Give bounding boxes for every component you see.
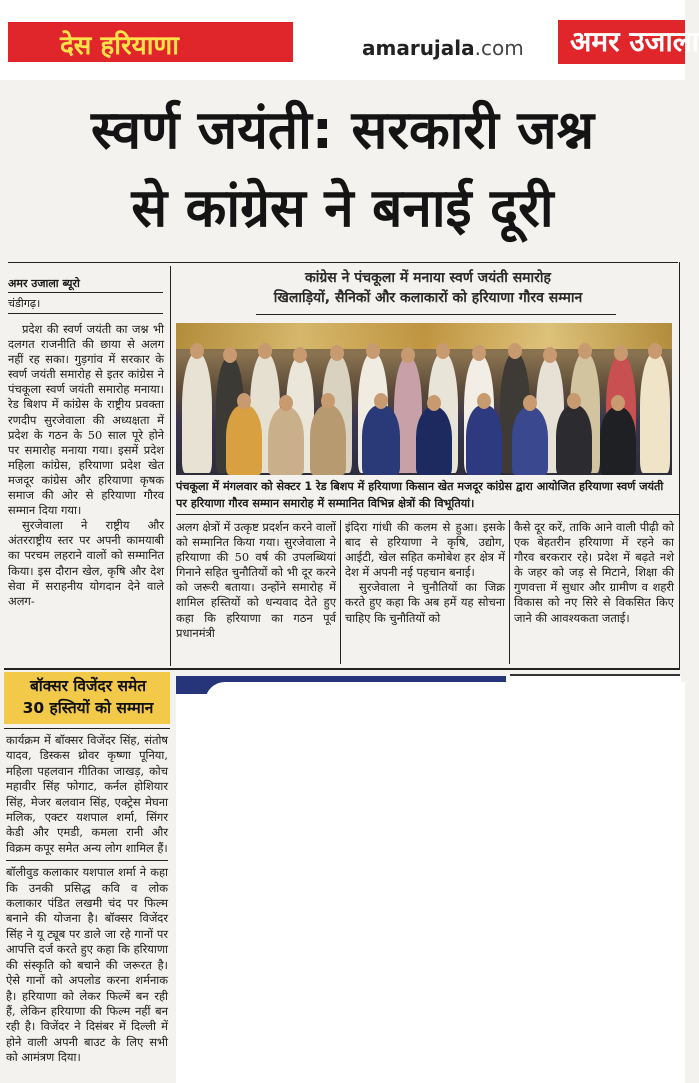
paragraph: बॉलीवुड कलाकार यशपाल शर्मा ने कहा कि उनकी प्रसिद्ध कवि व लोक कलाकार पंडित लखमी चंद पर फिल्म बनाने की योजना है। बॉक्सर विजेंदर सिंह ने यू ट्यूब पर डाले जा रहे गानों पर आपत्ति दर्ज करते हुए कहा कि हरियाणा की संस्कृति को बचाने की जरूरत है। ऐसे गानों को अपलोड करना शर्मनाक है। हरियाणा को लेकर फिल्में बन रही हैं, लेकिन हरियाणा की फिल्म नहीं बन रही है। विजेंदर ने दिसंबर में दिल्ली में होने वाली अपनी बाउट के लिए सभी को आमंत्रण दिया। — [6, 865, 168, 1065]
masthead — [0, 0, 699, 80]
divider-under-caption — [176, 514, 679, 515]
person-head — [472, 345, 486, 361]
person-head — [330, 345, 344, 361]
person-head — [477, 393, 491, 409]
paragraph: कार्यक्रम में बॉक्सर विजेंदर सिंह, संतोष यादव, डिस्कस थ्रोवर कृष्णा पूनिया, महिला पहलवान गीतिका जाखड़, कोच महावीर सिंह फोगाट, कर्नल होशियार सिंह, मेजर बलवान सिंह, एक्ट्रेस मेघना मलिक, एक्टर यशपाल शर्मा, सिंगर केडी और एमडी, कमला रानी और विक्रम कपूर समेत अन्य लोग शामिल हैं। — [6, 733, 168, 855]
paragraph: सुरजेवाला ने राष्ट्रीय और अंतरराष्ट्रीय स्तर पर अपनी कामयाबी का परचम लहराने वालों को सम्मानित किया। इस दौरान खेल, कृषि और देश सेवा में सराहनीय योगदान देने वाले अलग- — [8, 518, 164, 608]
divider-byline — [8, 292, 163, 293]
section-title: देस हरियाणा — [60, 31, 179, 61]
headline-line-2: से कांग्रेस ने बनाई दूरी — [131, 178, 554, 239]
photo-caption: पंचकूला में मंगलवार को सेक्टर 1 रेड बिशप में हरियाणा किसान खेत मजदूर कांग्रेस द्वारा आयोजित हरियाणा स्वर्ण जयंती पर हरियाणा गौरव सम्मान समारोह में सम्मानित विभिन्न क्षेत्रों की विभूतियां। — [176, 480, 664, 510]
person-head — [258, 343, 272, 359]
person-head — [614, 345, 628, 361]
person-head — [578, 343, 592, 359]
person-head — [366, 343, 380, 359]
site-url[interactable] — [362, 36, 524, 60]
site-url-name: amarujala — [362, 36, 475, 60]
headline-line-1: स्वर्ण जयंती: सरकारी जश्न — [90, 100, 595, 161]
person-head — [321, 393, 335, 409]
paragraph: अलग क्षेत्रों में उत्कृष्ट प्रदर्शन करने वालों को सम्मानित किया गया। सुरजेवाला ने हरियाणा की 50 वर्ष की उपलब्धियां गिनाने सहित चुनौतियों को भी दूर करने को जरूरी बताया। उन्होंने समारोह में शामिल हस्तियों को धन्यवाद देते हुए कहा कि हरियाणा का गठन पूर्व प्रधानमंत्री — [176, 520, 336, 640]
sub-article-text — [6, 733, 168, 1066]
person-head — [293, 347, 307, 363]
person-figure — [416, 407, 452, 475]
person-head — [223, 347, 237, 363]
divider-column-2 — [340, 520, 341, 664]
group-photo — [176, 323, 672, 475]
person-figure — [310, 405, 346, 475]
byline: अमर उजाला ब्यूरो — [8, 277, 80, 290]
person-figure — [226, 405, 262, 475]
divider-dateline — [8, 313, 163, 314]
divider-column-1 — [170, 266, 171, 666]
site-url-tld: .com — [474, 36, 524, 60]
person-figure — [556, 405, 592, 475]
stage-backdrop — [176, 323, 672, 349]
article-column-3 — [345, 520, 505, 626]
paragraph: प्रदेश की स्वर्ण जयंती का जश्न भी दलगत राजनीति की छाया से अलग नहीं रह सका। गुड़गांव में सरकार के स्वर्ण जयंती समारोह से इतर कांग्रेस ने पंचकूला स्वर्ण जयंती समारोह मनाया। रेड बिशप में कांग्रेस के राष्ट्रीय प्रवक्ता रणदीप सुरजेवाला की अध्यक्षता में प्रदेश के गठन के 50 साल पूरे होने पर समारोह मनाया गया। इसमें प्रदेश महिला कांग्रेस, हरियाणा प्रदेश खेत मजदूर कांग्रेस और हरियाणा कृषक समाज की ओर से हरियाणा गौरव सम्मान दिया गया। — [8, 322, 164, 518]
person-head — [279, 395, 293, 411]
torn-edge-blank — [205, 682, 685, 1083]
person-head — [427, 395, 441, 411]
person-head — [436, 343, 450, 359]
person-head — [648, 343, 662, 359]
dateline: चंडीगढ़। — [8, 297, 41, 310]
article-column-2 — [176, 520, 336, 641]
person-figure — [182, 353, 212, 473]
article-column-1 — [8, 322, 164, 609]
divider-under-headline — [8, 262, 678, 263]
person-head — [567, 393, 581, 409]
divider-sub-paragraph — [6, 860, 168, 861]
subhead — [8, 675, 168, 719]
paragraph: कैसे दूर करें, ताकि आने वाली पीढ़ी को एक बेहतरीन हरियाणा में रहने का गौरव बरकरार रहे। प्रदेश में बढ़ते नशे के जहर को जड़ से मिटाने, शिक्षा की गुणवत्ता में सुधार और ग्रामीण व शहरी विकास को नए सिरे से विकसित किए जाने की आवश्यकता जताई। — [514, 520, 674, 625]
divider-right-edge — [679, 262, 680, 668]
person-figure — [362, 405, 400, 475]
person-figure — [466, 405, 502, 475]
person-head — [543, 347, 557, 363]
photo-headline — [178, 268, 678, 308]
person-head — [523, 395, 537, 411]
subhead-line-1: बॉक्सर विजेंदर समेत — [29, 677, 147, 695]
person-head — [374, 393, 388, 409]
person-head — [401, 347, 415, 363]
person-head — [508, 343, 522, 359]
paragraph: इंदिरा गांधी की कलम से हुआ। इसके बाद से हरियाणा ने कृषि, उद्योग, आईटी, खेल सहित कमोबेश हर क्षेत्र में देश में अपनी नई पहचान बनाई। — [345, 520, 505, 580]
divider-under-subhead — [4, 728, 170, 729]
photo-headline-line-2: खिलाड़ियों, सैनिकों और कलाकारों को हरियाणा गौरव सम्मान — [273, 290, 583, 306]
divider-above-subhead — [4, 668, 680, 670]
divider-column-3 — [509, 520, 510, 664]
person-figure — [512, 407, 548, 475]
person-figure — [268, 407, 304, 475]
person-head — [190, 343, 204, 359]
brand-logo-text: अमर उजाला — [570, 25, 699, 58]
divider-photo-headline — [256, 314, 616, 315]
subhead-line-2: 30 हस्तियों को सम्मान — [22, 699, 154, 717]
person-figure — [600, 407, 636, 475]
article-headline — [10, 92, 675, 248]
person-figure — [640, 353, 670, 473]
photo-headline-line-1: कांग्रेस ने पंचकूला में मनाया स्वर्ण जयंती समारोह — [305, 270, 551, 286]
person-head — [237, 393, 251, 409]
paragraph: सुरजेवाला ने चुनौतियों का जिक्र करते हुए कहा कि अब हमें यह सोचना चाहिए कि चुनौतियों को — [345, 580, 505, 625]
person-head — [611, 395, 625, 411]
article-column-4 — [514, 520, 674, 626]
